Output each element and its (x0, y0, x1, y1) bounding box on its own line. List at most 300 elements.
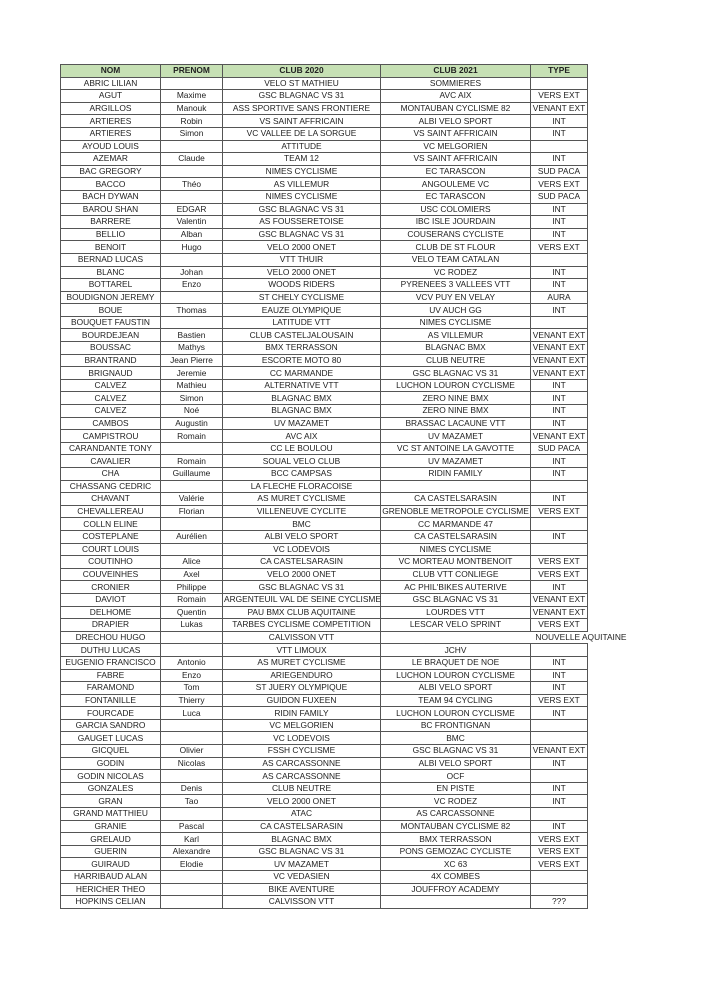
cell-club-2020: VC VALLEE DE LA SORGUE (223, 127, 381, 140)
cell-type: INT (531, 795, 588, 808)
cell-club-2020: VELO 2000 ONET (223, 266, 381, 279)
cell-type: VENANT EXT (531, 354, 588, 367)
cell-nom: BRIGNAUD (61, 367, 161, 380)
cell-prenom: Enzo (161, 669, 223, 682)
table-row (61, 606, 588, 619)
cell-club-2021: JCHV (381, 644, 531, 657)
table-row (61, 694, 588, 707)
cell-type: INT (531, 782, 588, 795)
cell-nom: DELHOME (61, 606, 161, 619)
table-row (61, 719, 588, 732)
cell-type: VENANT EXT (531, 593, 588, 606)
cell-club-2021: VC MORTEAU MONTBENOIT (381, 556, 531, 569)
cell-club-2021: MONTAUBAN CYCLISME 82 (381, 102, 531, 115)
cell-prenom: Claude (161, 153, 223, 166)
cell-nom: CARANDANTE TONY (61, 442, 161, 455)
table-row (61, 858, 588, 871)
cell-prenom (161, 770, 223, 783)
cell-club-2020: BLAGNAC BMX (223, 833, 381, 846)
cell-club-2021: ANGOULEME VC (381, 178, 531, 191)
cell-prenom (161, 442, 223, 455)
cell-club-2020: BLAGNAC BMX (223, 405, 381, 418)
cell-type: VERS EXT (531, 845, 588, 858)
cell-club-2021: AS VILLEMUR (381, 329, 531, 342)
cell-club-2021: BMC (381, 732, 531, 745)
cell-type: INT (531, 279, 588, 292)
cell-club-2021: VELO TEAM CATALAN (381, 253, 531, 266)
cell-club-2020: AS MURET CYCLISME (223, 493, 381, 506)
table-row (61, 442, 588, 455)
cell-prenom: Alban (161, 228, 223, 241)
cell-nom: DRAPIER (61, 619, 161, 632)
table-row (61, 656, 588, 669)
cell-type: VERS EXT (531, 178, 588, 191)
cell-club-2020: CALVISSON VTT (223, 896, 381, 909)
cell-club-2020: BCC CAMPSAS (223, 468, 381, 481)
cell-nom: GRAND MATTHIEU (61, 808, 161, 821)
table-row (61, 342, 588, 355)
cell-club-2021: ZERO NINE BMX (381, 392, 531, 405)
cell-club-2021: CLUB NEUTRE (381, 354, 531, 367)
table-row (61, 115, 588, 128)
cell-prenom: Augustin (161, 417, 223, 430)
table-row (61, 90, 588, 103)
table-row (61, 795, 588, 808)
table-row (61, 619, 588, 632)
cell-prenom (161, 253, 223, 266)
cell-club-2020: BLAGNAC BMX (223, 392, 381, 405)
table-row (61, 165, 588, 178)
cell-prenom (161, 631, 223, 644)
table-row (61, 530, 588, 543)
table-row (61, 581, 588, 594)
cell-club-2020: VILLENEUVE CYCLITE (223, 505, 381, 518)
table-row (61, 871, 588, 884)
cell-type: VENANT EXT (531, 329, 588, 342)
cell-club-2020: GSC BLAGNAC VS 31 (223, 845, 381, 858)
cell-prenom (161, 77, 223, 90)
cell-nom: ABRIC LILIAN (61, 77, 161, 90)
cell-club-2020: ATAC (223, 808, 381, 821)
cell-nom: CALVEZ (61, 405, 161, 418)
cell-prenom: Nicolas (161, 757, 223, 770)
cell-club-2020: ESCORTE MOTO 80 (223, 354, 381, 367)
cell-type (531, 644, 588, 657)
cell-club-2020: TEAM 12 (223, 153, 381, 166)
cell-nom: GODIN NICOLAS (61, 770, 161, 783)
cell-prenom: Axel (161, 568, 223, 581)
cell-club-2021: UV AUCH GG (381, 304, 531, 317)
table-row (61, 480, 588, 493)
cell-club-2020: AS VILLEMUR (223, 178, 381, 191)
cell-club-2021: ZERO NINE BMX (381, 405, 531, 418)
cell-prenom (161, 140, 223, 153)
cell-prenom: Denis (161, 782, 223, 795)
cell-club-2021: SOMMIERES (381, 77, 531, 90)
cell-nom: AYOUD LOUIS (61, 140, 161, 153)
cell-prenom: Luca (161, 707, 223, 720)
table-row (61, 883, 588, 896)
cell-type: INT (531, 115, 588, 128)
cell-nom: BACCO (61, 178, 161, 191)
cell-club-2021: CA CASTELSARASIN (381, 493, 531, 506)
cell-type (531, 518, 588, 531)
cell-prenom: Thierry (161, 694, 223, 707)
cell-type: VENANT EXT (531, 606, 588, 619)
cell-type: INT (531, 228, 588, 241)
cell-prenom: Lukas (161, 619, 223, 632)
cell-type: VERS EXT (531, 505, 588, 518)
cell-type: INT (531, 757, 588, 770)
cell-nom: BERNAD LUCAS (61, 253, 161, 266)
cell-club-2020: AS CARCASSONNE (223, 770, 381, 783)
cell-type: INT (531, 707, 588, 720)
cell-type: INT (531, 379, 588, 392)
cell-club-2021: 4X COMBES (381, 871, 531, 884)
cell-club-2020: ATTITUDE (223, 140, 381, 153)
table-row (61, 228, 588, 241)
cell-club-2020: AS MURET CYCLISME (223, 656, 381, 669)
table-row (61, 291, 588, 304)
cell-nom: BOURDEJEAN (61, 329, 161, 342)
cell-club-2021: EC TARASCON (381, 190, 531, 203)
cell-type (531, 543, 588, 556)
cell-type: INT (531, 656, 588, 669)
cell-nom: FONTANILLE (61, 694, 161, 707)
cell-type: INT (531, 203, 588, 216)
table-row (61, 127, 588, 140)
header-nom: NOM (61, 65, 161, 78)
cell-prenom (161, 165, 223, 178)
cell-club-2020: GSC BLAGNAC VS 31 (223, 203, 381, 216)
cell-prenom: Manouk (161, 102, 223, 115)
cell-nom: BOTTAREL (61, 279, 161, 292)
cell-nom: GRANIE (61, 820, 161, 833)
cell-club-2021: ALBI VELO SPORT (381, 757, 531, 770)
cell-nom: BAC GREGORY (61, 165, 161, 178)
cell-prenom (161, 190, 223, 203)
cell-type: INT (531, 405, 588, 418)
cell-prenom: Karl (161, 833, 223, 846)
cell-nom: BACH DYWAN (61, 190, 161, 203)
table-row (61, 845, 588, 858)
cell-nom: CALVEZ (61, 392, 161, 405)
cell-nom: BLANC (61, 266, 161, 279)
cell-prenom: Aurélien (161, 530, 223, 543)
cell-prenom: Tao (161, 795, 223, 808)
header-club-2021: CLUB 2021 (381, 65, 531, 78)
header-club-2020: CLUB 2020 (223, 65, 381, 78)
cell-club-2020: AS FOUSSERETOISE (223, 216, 381, 229)
cell-prenom: Jean Pierre (161, 354, 223, 367)
table-row (61, 354, 588, 367)
cell-prenom (161, 896, 223, 909)
cell-prenom: Romain (161, 430, 223, 443)
cell-type: ??? (531, 896, 588, 909)
cell-prenom: Robin (161, 115, 223, 128)
cell-prenom: Simon (161, 127, 223, 140)
table-row (61, 178, 588, 191)
table-row (61, 430, 588, 443)
cell-prenom: EDGAR (161, 203, 223, 216)
cell-club-2020: VC LODEVOIS (223, 543, 381, 556)
cell-club-2021: XC 63 (381, 858, 531, 871)
cell-nom: BELLIO (61, 228, 161, 241)
cell-club-2020: ASS SPORTIVE SANS FRONTIERE (223, 102, 381, 115)
cell-club-2020: SOUAL VELO CLUB (223, 455, 381, 468)
cell-club-2020: UV MAZAMET (223, 858, 381, 871)
cell-club-2020: GSC BLAGNAC VS 31 (223, 228, 381, 241)
cell-nom: HARRIBAUD ALAN (61, 871, 161, 884)
cell-prenom: Antonio (161, 656, 223, 669)
table-row (61, 543, 588, 556)
cell-type: AURA (531, 291, 588, 304)
cell-prenom: Florian (161, 505, 223, 518)
cell-type (531, 480, 588, 493)
cell-type: INT (531, 669, 588, 682)
cell-club-2021 (381, 631, 627, 644)
table-row (61, 279, 588, 292)
cell-type: VERS EXT (531, 241, 588, 254)
cell-club-2021: PONS GEMOZAC CYCLISTE (381, 845, 531, 858)
cell-type: INT (531, 266, 588, 279)
cell-nom: GRAN (61, 795, 161, 808)
cell-prenom: Enzo (161, 279, 223, 292)
table-row (61, 745, 588, 758)
cell-type: INT (531, 417, 588, 430)
table-row (61, 707, 588, 720)
cell-club-2020: GSC BLAGNAC VS 31 (223, 90, 381, 103)
cell-type: VERS EXT (531, 556, 588, 569)
cell-type: VENANT EXT (531, 745, 588, 758)
table-row (61, 896, 588, 909)
cell-type: INT (531, 216, 588, 229)
cell-type (531, 77, 588, 90)
cell-club-2021 (381, 896, 531, 909)
cell-nom: BOUQUET FAUSTIN (61, 316, 161, 329)
cell-prenom: Valentin (161, 216, 223, 229)
cell-nom: FABRE (61, 669, 161, 682)
cell-nom: COURT LOUIS (61, 543, 161, 556)
cell-club-2020: CC LE BOULOU (223, 442, 381, 455)
cell-nom: HERICHER THEO (61, 883, 161, 896)
cell-nom: BOUE (61, 304, 161, 317)
cell-type: INT (531, 304, 588, 317)
cell-nom: BARRERE (61, 216, 161, 229)
cell-nom: ARGILLOS (61, 102, 161, 115)
table-row (61, 392, 588, 405)
cell-type (531, 883, 588, 896)
cell-club-2021: COUSERANS CYCLISTE (381, 228, 531, 241)
cell-prenom: Théo (161, 178, 223, 191)
cell-prenom: Olivier (161, 745, 223, 758)
cell-club-2020: VC MELGORIEN (223, 719, 381, 732)
cell-club-2021: NIMES CYCLISME (381, 316, 531, 329)
cell-club-2021: LOURDES VTT (381, 606, 531, 619)
cell-type: VERS EXT (531, 619, 588, 632)
cell-club-2021: JOUFFROY ACADEMY (381, 883, 531, 896)
cell-club-2020: WOODS RIDERS (223, 279, 381, 292)
cell-club-2020: LATITUDE VTT (223, 316, 381, 329)
cell-type: INT (531, 153, 588, 166)
cell-prenom: Jeremie (161, 367, 223, 380)
table-row (61, 808, 588, 821)
cell-nom: GRELAUD (61, 833, 161, 846)
cell-prenom: Mathys (161, 342, 223, 355)
table-row (61, 518, 588, 531)
cell-nom: COUVEINHES (61, 568, 161, 581)
cell-nom: COSTEPLANE (61, 530, 161, 543)
table-row (61, 820, 588, 833)
cell-type (531, 871, 588, 884)
cell-prenom: Tom (161, 682, 223, 695)
table-row (61, 203, 588, 216)
cell-club-2020: VELO 2000 ONET (223, 568, 381, 581)
cell-club-2021: CLUB VTT CONLIEGE (381, 568, 531, 581)
cell-club-2021: VC ST ANTOINE LA GAVOTTE (381, 442, 531, 455)
cell-club-2021: TEAM 94 CYCLING (381, 694, 531, 707)
cell-club-2020: VELO 2000 ONET (223, 241, 381, 254)
cell-type: VENANT EXT (531, 102, 588, 115)
table-row (61, 682, 588, 695)
cell-prenom (161, 316, 223, 329)
table-row (61, 593, 588, 606)
table-row (61, 140, 588, 153)
table-row (61, 833, 588, 846)
cell-nom: GARCIA SANDRO (61, 719, 161, 732)
cell-prenom (161, 644, 223, 657)
cell-type: VENANT EXT (531, 430, 588, 443)
table-row (61, 316, 588, 329)
cell-club-2020: GUIDON FUXEEN (223, 694, 381, 707)
table-row (61, 770, 588, 783)
cell-club-2020: CLUB NEUTRE (223, 782, 381, 795)
cell-nom: CHASSANG CEDRIC (61, 480, 161, 493)
cell-club-2021: VS SAINT AFFRICAIN (381, 127, 531, 140)
cell-club-2021: ALBI VELO SPORT (381, 682, 531, 695)
cell-club-2020: GSC BLAGNAC VS 31 (223, 581, 381, 594)
cell-nom: BAROU SHAN (61, 203, 161, 216)
cell-type: INT (531, 682, 588, 695)
cell-club-2021: LESCAR VELO SPRINT (381, 619, 531, 632)
cell-prenom (161, 732, 223, 745)
cell-club-2021: GRENOBLE METROPOLE CYCLISME (382, 506, 529, 517)
cell-nom: CHEVALLEREAU (61, 505, 161, 518)
table-row (61, 216, 588, 229)
cell-nom: CHAVANT (61, 493, 161, 506)
cell-nom: GUIRAUD (61, 858, 161, 871)
cell-prenom (161, 871, 223, 884)
cell-nom: AZEMAR (61, 153, 161, 166)
table-row (61, 493, 588, 506)
cell-club-2020: ST CHELY CYCLISME (223, 291, 381, 304)
cell-nom: DUTHU LUCAS (61, 644, 161, 657)
cell-club-2020: CA CASTELSARASIN (223, 556, 381, 569)
cell-prenom: Alexandre (161, 845, 223, 858)
header-type: TYPE (531, 65, 588, 78)
cell-type: SUD PACA (531, 190, 588, 203)
cell-prenom: Romain (161, 593, 223, 606)
cell-club-2021: OCF (381, 770, 531, 783)
header-row (61, 65, 588, 78)
cell-nom: COUTINHO (61, 556, 161, 569)
cell-nom: CALVEZ (61, 379, 161, 392)
cell-club-2021: BRASSAC LACAUNE VTT (381, 417, 531, 430)
cell-club-2021: BMX TERRASSON (381, 833, 531, 846)
cell-club-2020: BIKE AVENTURE (223, 883, 381, 896)
cell-type: SUD PACA (531, 442, 588, 455)
cell-club-2021: GSC BLAGNAC VS 31 (381, 367, 531, 380)
table-row (61, 266, 588, 279)
table-row (61, 405, 588, 418)
cell-prenom: Hugo (161, 241, 223, 254)
cell-club-2021: VS SAINT AFFRICAIN (381, 153, 531, 166)
cell-club-2021: RIDIN FAMILY (381, 468, 531, 481)
table-row (61, 417, 588, 430)
cell-prenom (161, 883, 223, 896)
cell-prenom: Elodie (161, 858, 223, 871)
cell-nom: EUGENIO FRANCISCO (61, 656, 161, 669)
table-row (61, 367, 588, 380)
cell-type (531, 732, 588, 745)
table-row (61, 241, 588, 254)
table-row (61, 304, 588, 317)
table-row (61, 153, 588, 166)
table-row (61, 190, 588, 203)
cell-club-2021: LE BRAQUET DE NOE (381, 656, 531, 669)
cell-type (531, 253, 588, 266)
cell-club-2021: USC COLOMIERS (381, 203, 531, 216)
cell-nom: HOPKINS CELIAN (61, 896, 161, 909)
cell-club-2021: EC TARASCON (381, 165, 531, 178)
cell-club-2020: ALTERNATIVE VTT (223, 379, 381, 392)
table-row (61, 757, 588, 770)
cell-prenom: Guillaume (161, 468, 223, 481)
cell-nom: GICQUEL (61, 745, 161, 758)
cell-club-2021: AVC AIX (381, 90, 531, 103)
table-row (61, 77, 588, 90)
cell-prenom (161, 518, 223, 531)
cell-club-2020: ARIEGENDURO (223, 669, 381, 682)
cell-prenom: Noé (161, 405, 223, 418)
cell-nom: BOUSSAC (61, 342, 161, 355)
cell-type: VERS EXT (531, 858, 588, 871)
cell-prenom: Alice (161, 556, 223, 569)
cell-nom: COLLN ELINE (61, 518, 161, 531)
cell-club-2020: CA CASTELSARASIN (223, 820, 381, 833)
cell-type: VERS EXT (531, 90, 588, 103)
cell-nom: BENOIT (61, 241, 161, 254)
cell-club-2021: BC FRONTIGNAN (381, 719, 531, 732)
cell-club-2021 (381, 480, 531, 493)
cell-club-2020: CALVISSON VTT (223, 631, 381, 644)
cell-club-2020: VTT LIMOUX (223, 644, 381, 657)
cell-club-2020: VTT THUIR (223, 253, 381, 266)
cell-type: VERS EXT (531, 568, 588, 581)
table-row (61, 102, 588, 115)
cell-nom: AGUT (61, 90, 161, 103)
cell-prenom: Thomas (161, 304, 223, 317)
cell-nom: BOUDIGNON JEREMY (61, 291, 161, 304)
cell-club-2020: PAU BMX CLUB AQUITAINE (223, 606, 381, 619)
cell-club-2020: AVC AIX (223, 430, 381, 443)
cell-type: INT (531, 392, 588, 405)
cell-type: VERS EXT (531, 694, 588, 707)
cell-prenom (161, 543, 223, 556)
cell-nom: FARAMOND (61, 682, 161, 695)
cell-club-2021: BLAGNAC BMX (381, 342, 531, 355)
cell-type: INT (531, 820, 588, 833)
